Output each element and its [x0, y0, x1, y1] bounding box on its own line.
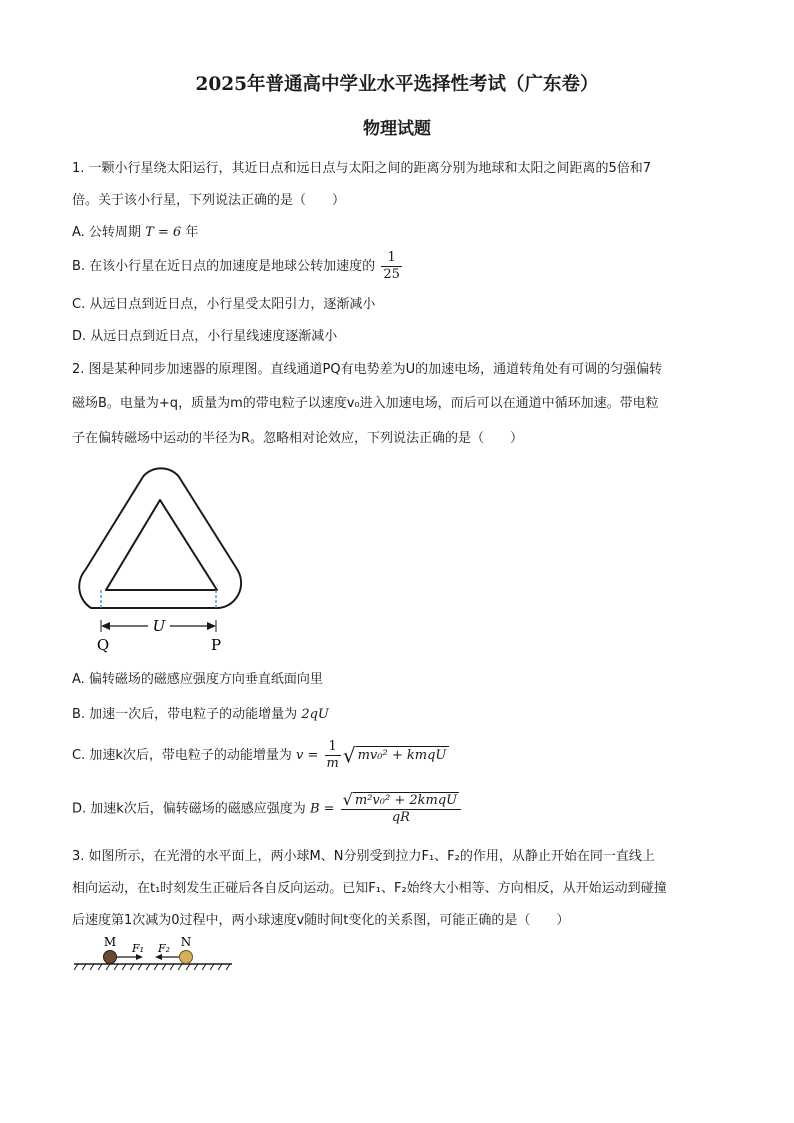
label-q: Q [96, 636, 110, 654]
q2-option-c-numerator: 1 [325, 739, 341, 756]
q1-option-a-math: T = 6 [145, 225, 182, 240]
q2-stem-line-3: 子在偏转磁场中运动的半径为R。忽略相对论效应，下列说法正确的是（ ） [72, 431, 524, 446]
q1-option-b-numerator: 1 [381, 250, 402, 267]
q2-option-d-label: D. 加速k次后，偏转磁场的磁感应强度为 [72, 801, 306, 817]
q1-stem-line-1: 1. 一颗小行星绕太阳运行，其近日点和远日点与太阳之间的距离分别为地球和太阳之间距离的5倍和7 [72, 161, 652, 176]
label-n: N [180, 935, 192, 949]
q1-option-c: C. 从远日点到近日点，小行星受太阳引力，逐渐减小 [72, 297, 376, 312]
q2-option-d-numerator: m²v₀² + 2kmqU [354, 792, 458, 808]
q1-option-d: D. 从远日点到近日点，小行星线速度逐渐减小 [72, 329, 338, 344]
page-subtitle: 物理试题 [363, 119, 431, 139]
q2-option-c-denominator: m [326, 756, 339, 771]
q2-stem-line-2: 磁场B。电量为+q，质量为m的带电粒子以速度v₀进入加速电场，而后可以在通道中循环加速。带电粒 [72, 396, 659, 411]
q1-option-b-fraction [381, 250, 402, 283]
q2-option-d-lhs: B = [309, 801, 335, 817]
q2-option-c-radicand: mv₀² + kmqU [356, 746, 450, 765]
sqrt-symbol: √ [342, 790, 353, 809]
q1-option-b-denominator: 25 [383, 267, 400, 282]
q2-stem-line-1: 2. 图是某种同步加速器的原理图。直线通道PQ有电势差为U的加速电场，通道转角处有可调的匀强偏转 [72, 362, 663, 377]
sqrt-symbol: √ [342, 743, 356, 768]
q1-option-a [72, 224, 198, 242]
q1-option-b [72, 250, 404, 283]
q2-option-d-denominator: qR [391, 809, 410, 825]
q1-option-b-label: B. 在该小行星在近日点的加速度是地球公转加速度的 [72, 259, 376, 274]
label-p: P [210, 636, 222, 654]
q2-option-b-math: 2qU [301, 707, 329, 722]
q2-option-d-fraction [341, 792, 461, 826]
label-m: M [103, 935, 117, 949]
ball-n [180, 951, 193, 964]
label-u: U [152, 617, 166, 635]
balls-diagram [72, 934, 234, 974]
q2-option-c-fraction [325, 739, 341, 772]
q1-option-a-unit: 年 [185, 225, 199, 240]
channel-outer-wall [79, 468, 241, 608]
q2-option-b-label: B. 加速一次后，带电粒子的动能增量为 [72, 707, 298, 722]
q2-option-d [72, 792, 463, 826]
q2-option-c-lhs: v = [296, 748, 319, 763]
q1-stem-line-2: 倍。关于该小行星，下列说法正确的是（ ） [72, 193, 346, 208]
q2-option-d-numerator-wrap [341, 792, 461, 810]
channel-inner-wall [106, 500, 217, 590]
page-title: 2025年普通高中学业水平选择性考试（广东卷） [195, 74, 599, 95]
ball-m [104, 951, 117, 964]
q2-option-b [72, 706, 329, 724]
q3-stem-line-3: 后速度第1次减为0过程中，两小球速度v随时间t变化的关系图，可能正确的是（ ） [72, 913, 570, 928]
label-f1: F₁ [131, 942, 145, 955]
q3-stem-line-1: 3. 如图所示，在光滑的水平面上，两小球M、N分别受到拉力F₁、F₂的作用，从静止开始在同一直线上 [72, 849, 655, 864]
q2-option-c [72, 739, 449, 772]
q2-option-c-label: C. 加速k次后，带电粒子的动能增量为 [72, 748, 292, 763]
u-arrowhead-right [207, 622, 216, 630]
ground-hatching [74, 964, 230, 970]
q1-option-a-label: A. 公转周期 [72, 225, 141, 240]
q3-stem-line-2: 相向运动，在t₁时刻发生正碰后各自反向运动。已知F₁、F₂始终大小相等、方向相反，从开始运动到碰撞 [72, 881, 667, 896]
label-f2: F₂ [157, 942, 171, 955]
q2-option-a: A. 偏转磁场的磁感应强度方向垂直纸面向里 [72, 672, 323, 687]
u-arrowhead-left [101, 622, 110, 630]
accelerator-diagram [70, 462, 250, 654]
